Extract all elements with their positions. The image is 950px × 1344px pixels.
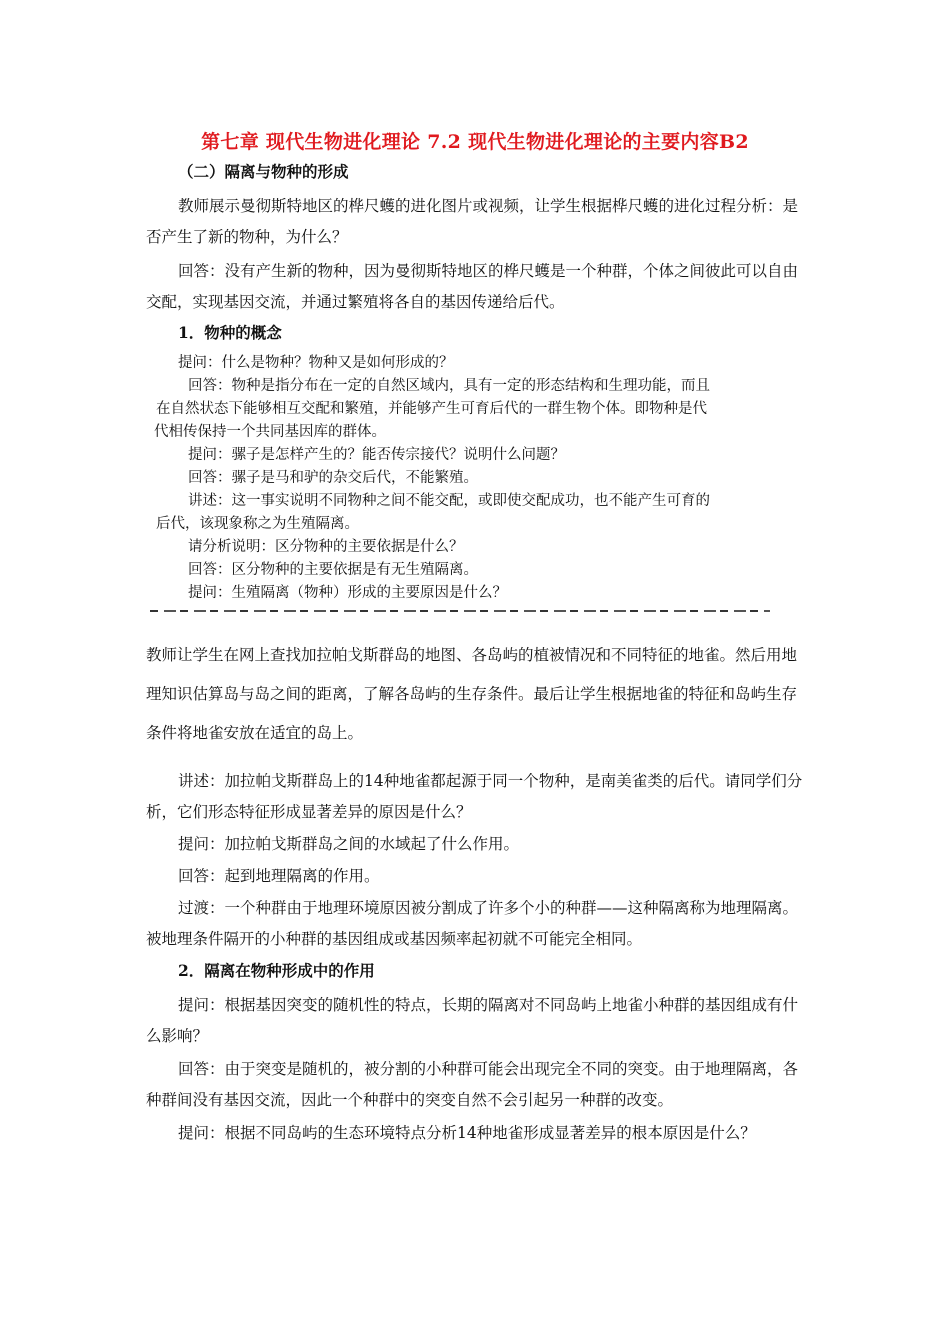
embedded-line: 后代，该现象称之为生殖隔离。 [156,516,359,532]
embedded-line: 提问：骡子是怎样产生的？能否传宗接代？说明什么问题？ [188,447,565,463]
question-paragraph: 提问：根据基因突变的随机性的特点，长期的隔离对不同岛屿上地雀小种群的基因组成有什么影响？ [146,996,799,1045]
embedded-line: 代相传保持一个共同基因库的群体。 [154,424,386,440]
answer-paragraph: 回答：没有产生新的物种，因为曼彻斯特地区的桦尺蠖是一个种群，个体之间彼此可以自由交配，实现基因交流，并通过繁殖将各自的基因传递给后代。 [146,262,799,311]
section-heading: （二）隔离与物种的形成 [178,162,349,181]
answer-paragraph: 回答：起到地理隔离的作用。 [178,867,380,885]
transition-paragraph: 过渡：一个种群由于地理环境原因被分割成了许多个小的种群——这种隔离称为地理隔离。被地理条件隔开的小种群的基因组成或基因频率起初就不可能完全相同。 [146,899,799,948]
intro-paragraph: 教师展示曼彻斯特地区的桦尺蠖的进化图片或视频，让学生根据桦尺蠖的进化过程分析：是否产生了新的物种，为什么？ [146,197,799,246]
lecture-paragraph: 讲述：加拉帕戈斯群岛上的14种地雀都起源于同一个物种，是南美雀类的后代。请同学们分析，它们形态特征形成显著差异的原因是什么？ [146,772,803,821]
embedded-line: 回答：区分物种的主要依据是有无生殖隔离。 [188,562,478,578]
embedded-line: 在自然状态下能够相互交配和繁殖，并能够产生可育后代的一群生物个体。即物种是代 [156,401,707,417]
document-title: 第七章 现代生物进化理论 7.2 现代生物进化理论的主要内容B2 [201,131,749,153]
question-paragraph: 提问：加拉帕戈斯群岛之间的水域起了什么作用。 [178,835,520,853]
embedded-line: 提问：什么是物种？物种又是如何形成的？ [178,355,454,371]
teacher-activity-paragraph: 教师让学生在网上查找加拉帕戈斯群岛的地图、各岛屿的植被情况和不同特征的地雀。然后用地理知识估算岛与岛之间的距离，了解各岛屿的生存条件。最后让学生根据地雀的特征和岛屿生存条件将地雀安放在适宜的岛上。 [146,646,798,742]
cropped-line-fragment [150,609,770,613]
embedded-line: 讲述：这一事实说明不同物种之间不能交配，或即使交配成功，也不能产生可育的 [188,493,710,509]
embedded-line: 提问：生殖隔离（物种）形成的主要原因是什么？ [188,585,507,601]
embedded-text-image [150,352,770,612]
embedded-line: 回答：骡子是马和驴的杂交后代，不能繁殖。 [188,470,478,486]
heading-species-concept: 1．物种的概念 [178,323,282,342]
answer-paragraph: 回答：由于突变是随机的，被分割的小种群可能会出现完全不同的突变。由于地理隔离，各种群间没有基因交流，因此一个种群中的突变自然不会引起另一种群的改变。 [146,1060,799,1109]
heading-isolation-role: 2．隔离在物种形成中的作用 [178,961,375,980]
embedded-line: 回答：物种是指分布在一定的自然区域内，具有一定的形态结构和生理功能，而且 [188,378,710,394]
question-paragraph: 提问：根据不同岛屿的生态环境特点分析14种地雀形成显著差异的根本原因是什么？ [178,1124,756,1142]
embedded-line: 请分析说明：区分物种的主要依据是什么？ [188,539,464,555]
